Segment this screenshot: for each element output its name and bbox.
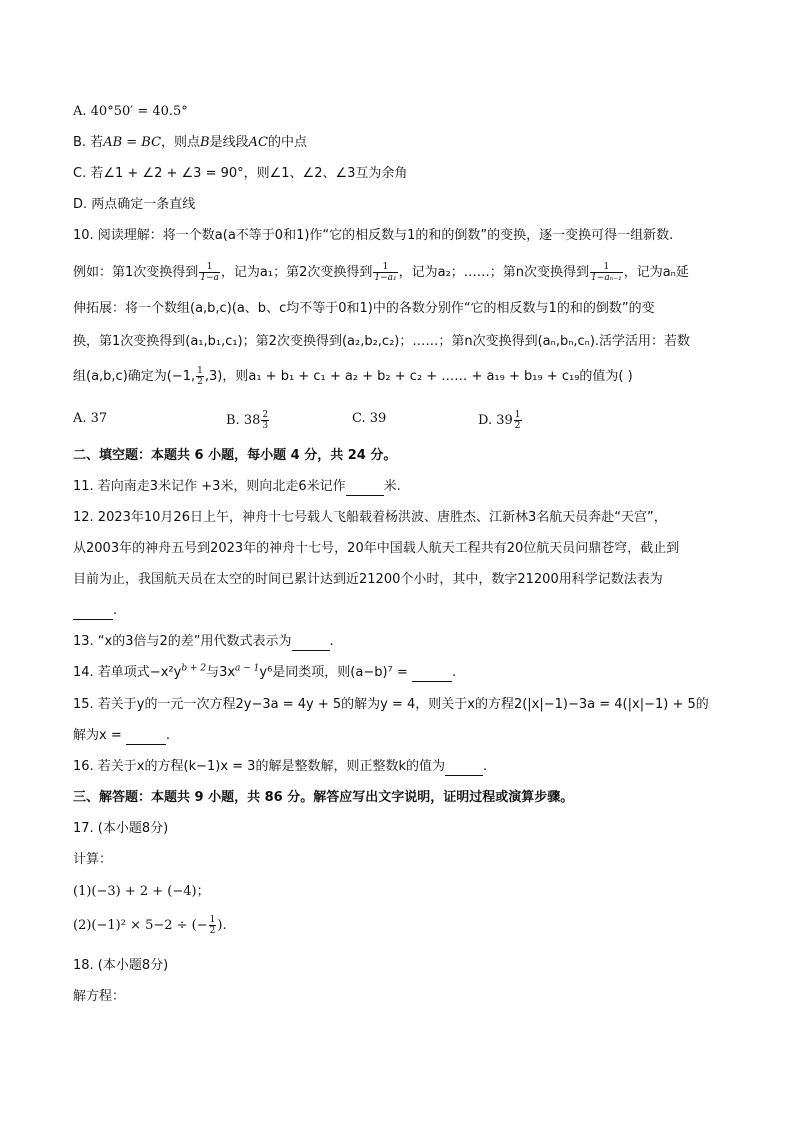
q18-instruction: 解方程： [73, 989, 126, 1004]
denominator: 1−aₙ₋₁ [591, 273, 622, 283]
q12-line-1: 12. 2023年10月26日上午，神舟十七号载人飞船载着杨洪波、唐胜杰、江新林3名航天员奔赴“天宫”， [73, 510, 667, 525]
fraction [261, 410, 269, 431]
q10-line-5 [73, 366, 633, 387]
math: AC [248, 135, 268, 150]
text: . [483, 759, 488, 774]
q10-line-2 [73, 262, 689, 283]
q10-line-3: 伸拓展：将一个数组(a,b,c)(a、b、c均不等于0和1)中的各数分别作“它的相反数与1的和的倒数”的变 [73, 301, 655, 316]
text: D. 39 [478, 413, 513, 428]
text: . [451, 665, 457, 680]
text: B. 38 [226, 413, 261, 428]
text: (2)(−1)² × 5−2 ÷ (− [73, 918, 208, 933]
section-3-heading: 三、解答题：本题共 9 小题，共 86 分。解答应写出文字说明，证明过程或演算步骤。 [73, 790, 574, 805]
text: 例如：第1次变换得到 [73, 265, 199, 280]
fraction [196, 366, 204, 387]
text: ). [217, 918, 227, 933]
math: B [200, 135, 210, 150]
q13 [73, 633, 334, 651]
numerator: 1 [199, 262, 220, 273]
denominator: 1−a [200, 273, 219, 283]
q18-title: 18. (本小题8分) [73, 958, 169, 973]
answer-blank [346, 481, 384, 496]
numerator: 1 [373, 262, 397, 273]
q9-option-b [73, 134, 307, 152]
fraction [199, 262, 220, 283]
q11 [73, 478, 401, 496]
q10-line-1: 10. 阅读理解：将一个数a(a不等于0和1)作“它的相反数与1的和的倒数”的变换，逐一变换可得一组新数. [73, 228, 674, 243]
denominator: 1−a₁ [374, 273, 397, 283]
text: ，记为a₂；……；第n次变换得到 [398, 265, 590, 280]
q10-option-d [478, 410, 523, 431]
q9-option-c: C. 若∠1 + ∠2 + ∠3 = 90°，则∠1、∠2、∠3互为余角 [73, 166, 408, 181]
exponent: b + 2 [181, 663, 207, 674]
text: 与3x [206, 665, 236, 680]
q17-title: 17. (本小题8分) [73, 821, 169, 836]
q12-line-4 [73, 602, 117, 620]
text: 11. 若向南走3米记作 +3米，则向北走6米记作 [73, 479, 346, 494]
q16 [73, 758, 487, 776]
q17-part-2 [73, 915, 227, 936]
numerator: 1 [197, 366, 203, 376]
q17-instruction: 计算： [73, 852, 113, 867]
q9-option-d: D. 两点确定一条直线 [73, 197, 196, 212]
text: 的中点 [267, 135, 307, 150]
exponent: a − 1 [235, 663, 260, 674]
answer-blank [73, 605, 113, 620]
numerator: 1 [514, 410, 521, 420]
text: ，记为aₙ延 [623, 265, 689, 280]
text: ，记为a₁；第2次变换得到 [220, 265, 373, 280]
q9-option-a: A. 40°50′ = 40.5° [73, 104, 188, 119]
answer-blank [126, 730, 166, 745]
text: 13. “x的3倍与2的差”用代数式表示为 [73, 634, 292, 649]
q17-part-1: (1)(−3) + 2 + (−4)； [73, 884, 210, 899]
text: . [329, 634, 334, 649]
denominator: 2 [514, 421, 521, 431]
q12-line-3: 目前为止，我国航天员在太空的时间已累计达到近21200个小时，其中，数字21200用科学记数法表为 [73, 572, 663, 587]
text: ,3)，则a₁ + b₁ + c₁ + a₂ + b₂ + c₂ + …… + a₁₉ + b₁₉ + c₁₉的值为( ) [204, 369, 633, 384]
denominator: 2 [197, 377, 203, 387]
q15-line-1: 15. 若关于y的一元一次方程2y−3a = 4y + 5的解为y = 4，则关于x的方程2(|x|−1)−3a = 4(|x|−1) + 5的 [73, 697, 709, 712]
text: ，则点 [161, 135, 201, 150]
q10-option-c: C. 39 [352, 411, 387, 426]
answer-blank [412, 667, 452, 682]
text: . [165, 728, 170, 743]
text: 解为x = [73, 728, 122, 743]
text: 16. 若关于x的方程(k−1)x = 3的解是整数解，则正整数k的值为 [73, 759, 445, 774]
q10-option-b [226, 410, 270, 431]
fraction [514, 410, 522, 431]
q14 [73, 664, 456, 682]
text: . [113, 603, 118, 618]
q10-line-4: 换，第1次变换得到(a₁,b₁,c₁)；第2次变换得到(a₂,b₂,c₂)；……；第n次变换得到(aₙ,bₙ,cₙ).活学活用：若数 [73, 334, 691, 349]
q15-line-2 [73, 727, 170, 745]
text: y⁶是同类项，则(a−b)⁷ = [259, 665, 408, 680]
numerator: 2 [262, 410, 269, 420]
math: AB = BC [103, 135, 162, 150]
q10-option-a: A. 37 [73, 411, 108, 426]
numerator: 1 [590, 262, 623, 273]
q12-line-2: 从2003年的神舟五号到2023年的神舟十七号，20年中国载人航天工程共有20位航天员问鼎苍穹，截止到 [73, 541, 680, 556]
section-2-heading: 二、填空题：本题共 6 小题，每小题 4 分，共 24 分。 [73, 448, 397, 463]
text: B. 若 [73, 135, 104, 150]
answer-blank [292, 636, 330, 651]
text: 是线段 [209, 135, 249, 150]
text: 米. [383, 479, 401, 494]
fraction [209, 915, 217, 936]
fraction [590, 262, 623, 283]
fraction [373, 262, 397, 283]
denominator: 3 [262, 421, 269, 431]
numerator: 1 [209, 915, 216, 925]
text: 14. 若单项式−x²y [73, 665, 182, 680]
denominator: 2 [209, 926, 216, 936]
text: 组(a,b,c)确定为(−1, [73, 369, 196, 384]
answer-blank [445, 761, 483, 776]
